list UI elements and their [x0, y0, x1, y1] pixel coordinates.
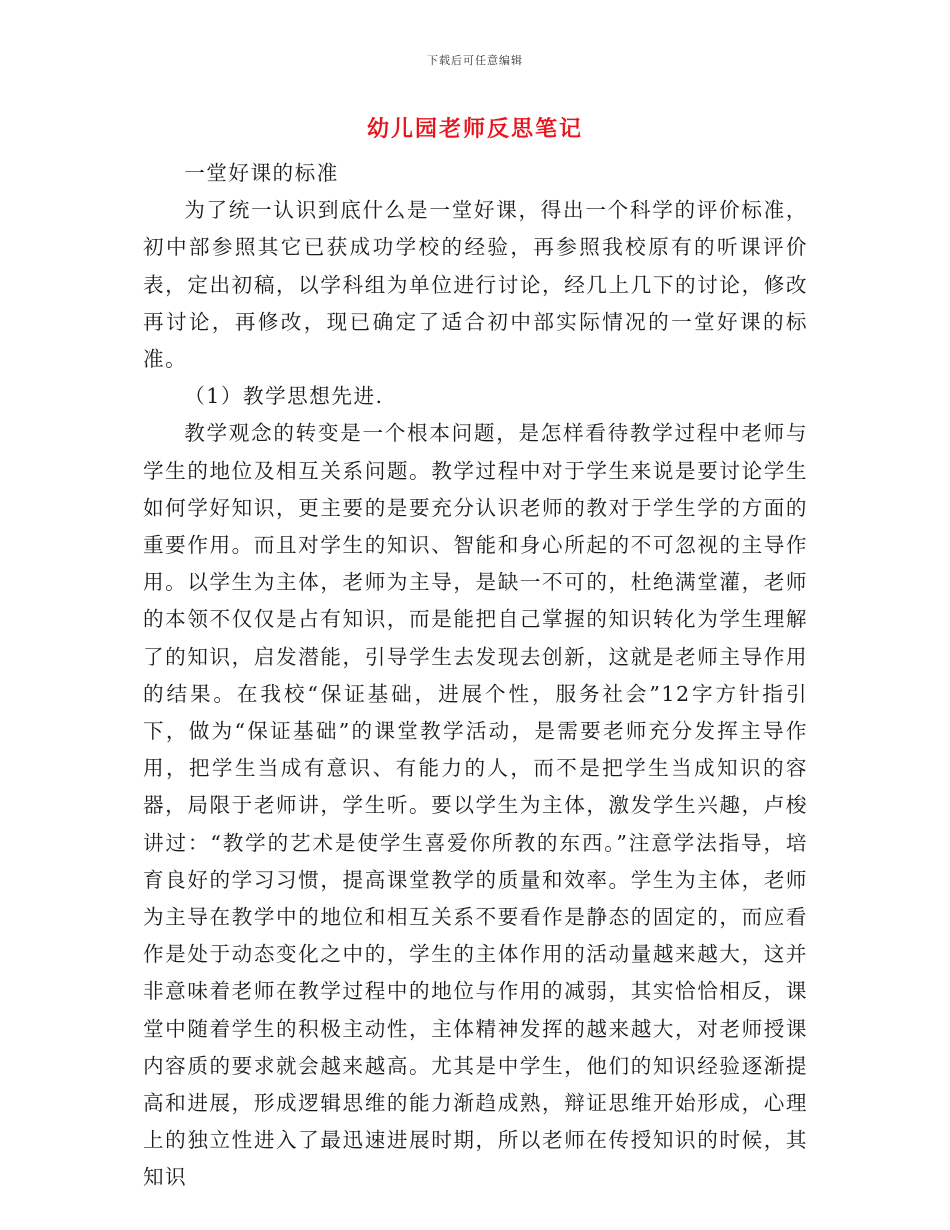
section-heading: 一堂好课的标准: [184, 161, 339, 185]
document-title: 幼儿园老师反思笔记: [366, 116, 583, 142]
header-note: 下载后可任意编辑: [427, 54, 523, 67]
body-paragraph: 教学观念的转变是一个根本问题，是怎样看待教学过程中老师与学生的地位及相互关系问题。教学过程中对于学生来说是要讨论学生如何学好知识，更主要的是要充分认识老师的教对于学生学的方面的重要作用。而且对学生的知识、智能和身心所起的不可忽视的主导作用。以学生为主体，老师为主导，是缺一不可的，杜绝满堂灌，老师的本领不仅仅是占有知识，而是能把自己掌握的知识转化为学生理解了的知识，启发潜能，引导学生去发现去创新，这就是老师主导作用的结果。在我校“保证基础，进展个性，服务社会”12字方针指引下，做为“保证基础”的课堂教学活动，是需要老师充分发挥主导作用，把学生当成有意识、有能力的人，而不是把学生当成知识的容器，局限于老师讲，学生听。要以学生为主体，激发学生兴趣，卢梭讲过：“教学的艺术是使学生喜爱你所教的东西。”注意学法指导，培育良好的学习习惯，提高课堂教学的质量和效率。学生为主体，老师为主导在教学中的地位和相互关系不要看作是静态的固定的，而应看作是处于动态变化之中的，学生的主体作用的活动量越来越大，这并非意味着老师在教学过程中的地位与作用的减弱，其实恰恰相反，课堂中随着学生的积极主动性，主体精神发挥的越来越大，对老师授课内容质的要求就会越来越高。尤其是中学生，他们的知识经验逐渐提高和进展，形成逻辑思维的能力渐趋成熟，辩证思维开始形成，心理上的独立性进入了最迅速进展时期，所以老师在传授知识的时候，其知识: [143, 421, 808, 1190]
body-paragraph: 为了统一认识到底什么是一堂好课，得出一个科学的评价标准，初中部参照其它已获成功学校的经验，再参照我校原有的听课评价表，定出初稿，以学科组为单位进行讨论，经几上几下的讨论，修改再讨论，再修改，现已确定了适合初中部实际情况的一堂好课的标准。: [143, 198, 808, 372]
subsection-heading: （1）教学思想先进.: [184, 384, 384, 409]
document-body: [143, 155, 808, 1197]
